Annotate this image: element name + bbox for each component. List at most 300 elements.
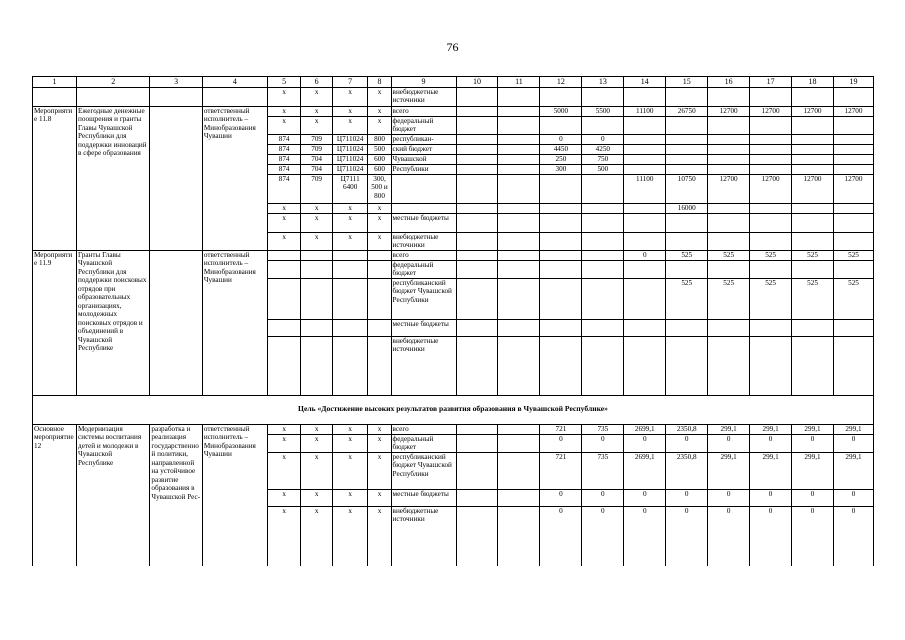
- table-cell: [332, 278, 368, 319]
- table-cell: 11100: [624, 174, 666, 203]
- table-cell: 299,1: [750, 452, 792, 489]
- table-cell: 750: [582, 154, 624, 164]
- table-cell: 0: [624, 489, 666, 506]
- table-cell: [498, 336, 540, 395]
- table-cell: внебюджетные источники: [391, 506, 456, 566]
- table-cell: федеральный бюджет: [391, 260, 456, 278]
- table-cell: x: [301, 506, 332, 566]
- table-cell: Ц711024: [332, 144, 368, 154]
- table-cell: [666, 319, 708, 336]
- table-cell: 299,1: [708, 424, 750, 434]
- table-cell: [833, 144, 873, 154]
- table-cell: [833, 164, 873, 174]
- table-cell: [666, 117, 708, 135]
- table-cell: [456, 174, 498, 203]
- table-cell: x: [267, 424, 301, 434]
- table-cell: Ц711024: [332, 164, 368, 174]
- table-cell: ский бюджет: [391, 144, 456, 154]
- table-cell: местные бюджеты: [391, 213, 456, 232]
- table-cell: [498, 260, 540, 278]
- table-cell: 704: [301, 154, 332, 164]
- column-number-cell: 16: [708, 77, 750, 88]
- table-cell: 4450: [540, 144, 582, 154]
- table-cell: [456, 260, 498, 278]
- table-cell: x: [332, 434, 368, 452]
- table-cell: 0: [833, 506, 873, 566]
- empty-cell: [150, 88, 202, 107]
- table-cell: [368, 319, 391, 336]
- table-cell: 0: [792, 489, 834, 506]
- table-cell: [582, 213, 624, 232]
- table-cell: [456, 164, 498, 174]
- table-cell: 525: [833, 250, 873, 260]
- table-cell: x: [301, 452, 332, 489]
- table-cell: [708, 117, 750, 135]
- table-cell: [456, 506, 498, 566]
- table-cell: [666, 134, 708, 144]
- table-cell: x: [368, 452, 391, 489]
- table-cell: [540, 174, 582, 203]
- table-cell: x: [267, 203, 301, 213]
- table-cell: [833, 117, 873, 135]
- table-cell: [750, 134, 792, 144]
- table-cell: [624, 213, 666, 232]
- column-number-cell: 15: [666, 77, 708, 88]
- table-cell: внебюджетные источники: [391, 232, 456, 250]
- table-cell: [582, 250, 624, 260]
- table-cell: республиканский бюджет Чувашской Республики: [391, 278, 456, 319]
- column-number-cell: 1: [33, 77, 77, 88]
- table-cell: 709: [301, 144, 332, 154]
- table-cell: Ц7111 6400: [332, 174, 368, 203]
- column-number-cell: 14: [624, 77, 666, 88]
- table-cell: [624, 319, 666, 336]
- table-cell: [368, 278, 391, 319]
- table-cell: 600: [368, 164, 391, 174]
- table-cell: 721: [540, 452, 582, 489]
- column-number-cell: 10: [456, 77, 498, 88]
- table-cell: [456, 232, 498, 250]
- table-cell: [624, 336, 666, 395]
- column-number-cell: 8: [368, 77, 391, 88]
- table-cell: x: [332, 232, 368, 250]
- table-cell: [456, 134, 498, 144]
- table-cell: 16000: [666, 203, 708, 213]
- column-number-cell: 2: [77, 77, 150, 88]
- table-cell: 0: [708, 489, 750, 506]
- measure-purpose-cell: разработка и реализация государственной политики, направленной на устойчивое развитие образования в Чувашской Рес-: [150, 424, 202, 566]
- table-cell: [624, 164, 666, 174]
- table-cell: [456, 250, 498, 260]
- table-cell: [750, 154, 792, 164]
- table-cell: 704: [301, 164, 332, 174]
- table-cell: [391, 203, 456, 213]
- table-cell: 299,1: [792, 424, 834, 434]
- table-cell: [666, 154, 708, 164]
- table-cell: [301, 319, 332, 336]
- table-cell: 5500: [582, 107, 624, 117]
- table-cell: [582, 278, 624, 319]
- table-cell: 300, 500 и 800: [368, 174, 391, 203]
- table-cell: [708, 203, 750, 213]
- table-cell: [368, 336, 391, 395]
- table-cell: республиканский бюджет Чувашской Республики: [391, 452, 456, 489]
- empty-cell: [540, 88, 582, 107]
- header-row: [33, 77, 874, 88]
- table-cell: [267, 250, 301, 260]
- table-cell: x: [267, 107, 301, 117]
- table-cell: 525: [792, 250, 834, 260]
- budget-table-sheet: [32, 76, 874, 566]
- table-cell: 0: [624, 250, 666, 260]
- empty-cell: [202, 88, 267, 107]
- table-cell: 525: [666, 278, 708, 319]
- table-cell: [833, 154, 873, 164]
- table-cell: [540, 203, 582, 213]
- table-cell: [332, 319, 368, 336]
- table-cell: [456, 144, 498, 154]
- table-cell: 525: [708, 278, 750, 319]
- table-cell: [301, 278, 332, 319]
- table-cell: [456, 319, 498, 336]
- table-cell: x: [368, 107, 391, 117]
- table-cell: [624, 278, 666, 319]
- table-cell: x: [267, 232, 301, 250]
- table-cell: [792, 144, 834, 154]
- table-cell: 0: [708, 434, 750, 452]
- table-cell: 721: [540, 424, 582, 434]
- table-cell: [456, 278, 498, 319]
- table-cell: [833, 232, 873, 250]
- table-cell: [456, 336, 498, 395]
- table-cell: 0: [750, 506, 792, 566]
- table-cell: x: [301, 489, 332, 506]
- table-cell: 299,1: [833, 452, 873, 489]
- table-cell: республикан-: [391, 134, 456, 144]
- table-cell: [750, 232, 792, 250]
- empty-cell: [150, 107, 202, 251]
- table-cell: x: [368, 88, 391, 107]
- table-cell: [624, 232, 666, 250]
- column-number-cell: 6: [301, 77, 332, 88]
- table-cell: [708, 164, 750, 174]
- table-cell: 0: [666, 489, 708, 506]
- table-cell: 10750: [666, 174, 708, 203]
- table-cell: x: [332, 117, 368, 135]
- table-cell: [582, 174, 624, 203]
- table-cell: 800: [368, 134, 391, 144]
- table-cell: [498, 154, 540, 164]
- table-cell: [267, 278, 301, 319]
- budget-table: [32, 76, 874, 566]
- table-cell: [792, 134, 834, 144]
- table-cell: 0: [750, 489, 792, 506]
- table-cell: внебюджетные источники: [391, 88, 456, 107]
- table-cell: 0: [582, 489, 624, 506]
- table-cell: всего: [391, 250, 456, 260]
- column-number-cell: 11: [498, 77, 540, 88]
- table-cell: x: [301, 232, 332, 250]
- table-cell: 0: [624, 434, 666, 452]
- column-number-cell: 12: [540, 77, 582, 88]
- table-cell: [498, 452, 540, 489]
- table-cell: 0: [582, 506, 624, 566]
- table-cell: 500: [368, 144, 391, 154]
- table-cell: 12700: [833, 174, 873, 203]
- table-cell: x: [332, 203, 368, 213]
- table-cell: 709: [301, 174, 332, 203]
- table-cell: [301, 336, 332, 395]
- table-cell: [368, 250, 391, 260]
- table-cell: 0: [624, 506, 666, 566]
- table-cell: [540, 117, 582, 135]
- table-cell: [833, 319, 873, 336]
- table-cell: [498, 434, 540, 452]
- empty-cell: [624, 88, 666, 107]
- table-cell: 12700: [792, 174, 834, 203]
- table-cell: [750, 117, 792, 135]
- empty-cell: [792, 88, 834, 107]
- goal-heading-cell: Цель «Достижение высоких результатов развития образования в Чувашской Республике»: [33, 395, 874, 424]
- table-cell: [582, 319, 624, 336]
- table-cell: 500: [582, 164, 624, 174]
- table-cell: 12700: [708, 174, 750, 203]
- table-cell: [666, 260, 708, 278]
- table-cell: 12700: [750, 107, 792, 117]
- table-cell: x: [368, 489, 391, 506]
- table-cell: 12700: [708, 107, 750, 117]
- table-cell: [582, 203, 624, 213]
- table-cell: x: [301, 88, 332, 107]
- table-cell: 525: [750, 278, 792, 319]
- table-cell: [540, 250, 582, 260]
- empty-cell: [77, 88, 150, 107]
- empty-cell: [582, 88, 624, 107]
- table-cell: [708, 134, 750, 144]
- table-cell: 874: [267, 154, 301, 164]
- table-cell: [498, 134, 540, 144]
- table-cell: [456, 452, 498, 489]
- column-number-cell: 5: [267, 77, 301, 88]
- table-cell: 250: [540, 154, 582, 164]
- table-cell: [498, 506, 540, 566]
- table-cell: 0: [750, 434, 792, 452]
- table-cell: [582, 260, 624, 278]
- table-cell: 525: [750, 250, 792, 260]
- table-cell: [792, 319, 834, 336]
- table-cell: 26750: [666, 107, 708, 117]
- table-cell: [750, 319, 792, 336]
- table-cell: [332, 260, 368, 278]
- table-cell: x: [368, 117, 391, 135]
- table-cell: 299,1: [750, 424, 792, 434]
- table-cell: [582, 117, 624, 135]
- table-cell: 0: [540, 134, 582, 144]
- table-cell: [498, 107, 540, 117]
- table-cell: 525: [792, 278, 834, 319]
- table-cell: [456, 489, 498, 506]
- table-cell: 2699,1: [624, 452, 666, 489]
- table-cell: x: [332, 452, 368, 489]
- table-cell: 0: [792, 506, 834, 566]
- table-cell: 525: [833, 278, 873, 319]
- table-cell: x: [301, 434, 332, 452]
- table-cell: [368, 260, 391, 278]
- table-cell: 299,1: [708, 452, 750, 489]
- table-cell: Чувашской: [391, 154, 456, 164]
- empty-cell: [498, 88, 540, 107]
- table-cell: [708, 144, 750, 154]
- table-cell: 525: [666, 250, 708, 260]
- table-cell: [833, 203, 873, 213]
- table-cell: [498, 278, 540, 319]
- empty-cell: [708, 88, 750, 107]
- table-cell: [708, 213, 750, 232]
- measure-name-cell: Гранты Главы Чувашской Республики для поддержки поисковых отрядов при образовательных организациях, молодежных поисковых отрядов и объединений в Чувашской Республике: [77, 250, 150, 395]
- table-cell: 0: [582, 434, 624, 452]
- table-cell: x: [368, 424, 391, 434]
- column-number-cell: 4: [202, 77, 267, 88]
- table-cell: 0: [540, 489, 582, 506]
- table-cell: x: [301, 213, 332, 232]
- table-cell: [456, 424, 498, 434]
- table-cell: 709: [301, 134, 332, 144]
- table-cell: 0: [833, 489, 873, 506]
- table-cell: [267, 319, 301, 336]
- table-cell: x: [301, 107, 332, 117]
- table-cell: [540, 260, 582, 278]
- empty-cell: [33, 88, 77, 107]
- m118-row: [33, 107, 874, 117]
- table-cell: [498, 117, 540, 135]
- column-number-cell: 17: [750, 77, 792, 88]
- table-cell: x: [332, 506, 368, 566]
- table-cell: местные бюджеты: [391, 489, 456, 506]
- table-cell: [792, 260, 834, 278]
- table-cell: [540, 213, 582, 232]
- table-cell: x: [332, 107, 368, 117]
- measure-id-cell: Мероприятие 11.9: [33, 250, 77, 395]
- table-cell: [666, 144, 708, 154]
- table-cell: [666, 336, 708, 395]
- table-cell: 4250: [582, 144, 624, 154]
- table-cell: [498, 232, 540, 250]
- table-cell: [750, 164, 792, 174]
- measure-id-cell: Основное мероприятие 12: [33, 424, 77, 566]
- empty-cell: [750, 88, 792, 107]
- table-cell: x: [368, 506, 391, 566]
- table-cell: 874: [267, 134, 301, 144]
- goal-row: [33, 395, 874, 424]
- table-cell: 0: [540, 434, 582, 452]
- table-cell: [498, 489, 540, 506]
- table-cell: [301, 250, 332, 260]
- table-cell: [792, 336, 834, 395]
- table-cell: x: [267, 452, 301, 489]
- table-cell: [267, 336, 301, 395]
- empty-cell: [456, 88, 498, 107]
- table-cell: [624, 260, 666, 278]
- table-cell: x: [332, 88, 368, 107]
- executor-cell: ответственный исполнитель – Минобразования Чувашии: [202, 107, 267, 251]
- table-cell: 600: [368, 154, 391, 164]
- table-cell: 735: [582, 452, 624, 489]
- table-cell: [666, 232, 708, 250]
- table-cell: федеральный бюджет: [391, 117, 456, 135]
- table-cell: [750, 260, 792, 278]
- table-cell: [792, 203, 834, 213]
- table-cell: всего: [391, 107, 456, 117]
- table-cell: x: [301, 203, 332, 213]
- table-cell: x: [332, 424, 368, 434]
- table-cell: [708, 336, 750, 395]
- table-cell: [267, 260, 301, 278]
- table-cell: [792, 154, 834, 164]
- table-cell: [498, 213, 540, 232]
- table-cell: [498, 250, 540, 260]
- executor-cell: ответственный исполнитель – Минобразования Чувашии: [202, 250, 267, 395]
- column-number-cell: 13: [582, 77, 624, 88]
- table-cell: 2699,1: [624, 424, 666, 434]
- table-cell: 0: [792, 434, 834, 452]
- table-cell: x: [301, 117, 332, 135]
- table-cell: [391, 174, 456, 203]
- table-cell: x: [267, 213, 301, 232]
- table-cell: [792, 117, 834, 135]
- table-cell: x: [332, 213, 368, 232]
- table-cell: [332, 336, 368, 395]
- table-cell: [750, 213, 792, 232]
- table-cell: [301, 260, 332, 278]
- column-number-cell: 18: [792, 77, 834, 88]
- table-cell: 0: [540, 506, 582, 566]
- table-cell: 11100: [624, 107, 666, 117]
- table-cell: [540, 232, 582, 250]
- table-cell: 2350,8: [666, 452, 708, 489]
- table-cell: 0: [833, 434, 873, 452]
- table-cell: [833, 134, 873, 144]
- table-cell: 5000: [540, 107, 582, 117]
- table-cell: [456, 203, 498, 213]
- table-cell: x: [368, 434, 391, 452]
- measure-name-cell: Ежегодные денежные поощрения и гранты Главы Чувашской Республики для поддержки инноваций в сфере образования: [77, 107, 150, 251]
- table-cell: всего: [391, 424, 456, 434]
- table-cell: x: [368, 232, 391, 250]
- table-cell: [456, 213, 498, 232]
- table-cell: [456, 107, 498, 117]
- table-cell: x: [267, 88, 301, 107]
- carryover-row: [33, 88, 874, 107]
- table-cell: [792, 164, 834, 174]
- table-cell: 299,1: [792, 452, 834, 489]
- table-cell: [792, 213, 834, 232]
- table-cell: [750, 336, 792, 395]
- table-cell: 2350,8: [666, 424, 708, 434]
- table-cell: [708, 319, 750, 336]
- table-cell: внебюджетные источники: [391, 336, 456, 395]
- table-cell: [540, 319, 582, 336]
- table-cell: Ц711024: [332, 134, 368, 144]
- table-cell: [624, 117, 666, 135]
- table-cell: 874: [267, 174, 301, 203]
- table-cell: [498, 424, 540, 434]
- table-cell: 525: [708, 250, 750, 260]
- table-cell: x: [267, 506, 301, 566]
- measure-id-cell: Мероприятие 11.8: [33, 107, 77, 251]
- table-cell: 299,1: [833, 424, 873, 434]
- table-cell: Республики: [391, 164, 456, 174]
- table-cell: 874: [267, 144, 301, 154]
